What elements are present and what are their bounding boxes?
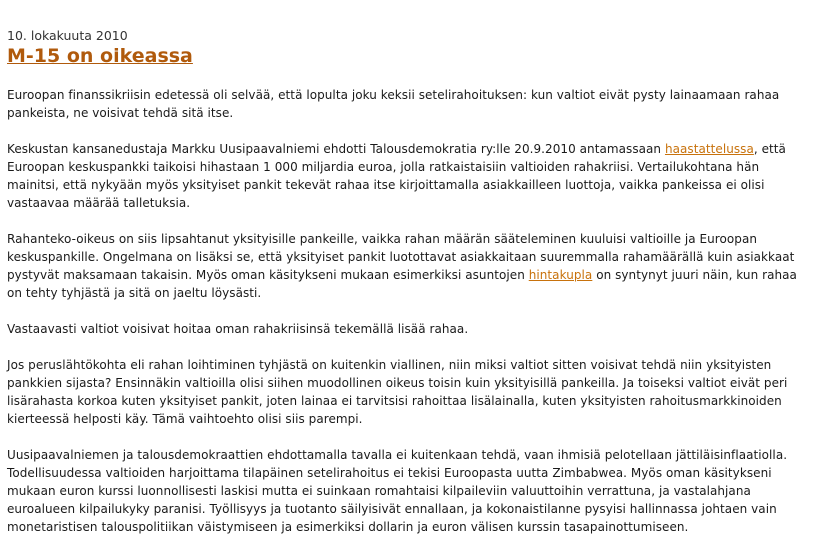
paragraph-3-text-a: Rahanteko-oikeus on siis lipsahtanut yksityisille pankeille, vaikka rahan määrän sääteleminen kuuluisi valtioille ja Euroopan keskuspankille. Ongelmana on lisäksi se, että yksityiset pankit luotottavat asiakkaitaan suuremmalla rahamäärällä kuin asiakkaat pystyvät maksamaan takaisin. Myös oman käsitykseni mukaan esimerkiksi asuntojen — [7, 232, 795, 282]
paragraph-4: Vastaavasti valtiot voisivat hoitaa oman rahakriisinsä tekemällä lisää rahaa. — [7, 322, 469, 336]
haastattelussa-link[interactable]: haastattelussa — [664, 142, 754, 156]
paragraph-3-text-b: on syntynyt juuri näin, kun rahaa on tehty tyhjästä ja sitä on jaeltu löysästi. — [7, 268, 797, 300]
post-date: 10. lokakuuta 2010 — [7, 28, 128, 43]
paragraph-1: Euroopan finanssikriisin edetessä oli selvää, että lopulta joku keksii setelirahoituksen: kun valtiot eivät pysty lainaamaan rahaa pankeista, ne voisivat tehdä sitä itse. — [7, 88, 780, 120]
post-title-link[interactable]: M-15 on oikeassa — [7, 45, 193, 67]
post-body — [7, 86, 811, 536]
paragraph-6: Uusipaavalniemen ja talousdemokraattien ehdottamalla tavalla ei kuitenkaan tehdä, vaan ihmisiä pelotellaan jättiläisinflaatiolla. Todellisuudessa valtioiden harjoittama tilapäinen setelirahoitus ei tekisi Euroopasta uutta Zimbabwea. Myös oman käsitykseni mukaan euron kurssi luonnollisesti laskisi mutta ei suinkaan romahtaisi kilpaileviin valuuttoihin verrattuna, ja vastalahjana euroalueen kilpailukyky paranisi. Työllisyys ja tuotanto säilyisivät ennallaan, ja kokonaistilanne pysyisi hallinnassa johtaen vain monetaristisen talouspolitiikan väistymiseen ja esimerkiksi dollarin ja euron välisen kurssin tasapainottumiseen. — [7, 448, 788, 534]
paragraph-2 — [7, 140, 811, 212]
paragraph-2-text-b: , että Euroopan keskuspankki taikoisi hihastaan 1 000 miljardia euroa, jolla ratkaistaisiin valtioiden rahakriisi. Vertailukohtana hän mainitsi, että nykyään myös yksityiset pankit tekevät rahaa itse kirjoittamalla asiakkailleen luottoja, vaikka pankeissa ei olisi vastaavaa määrää talletuksia. — [7, 142, 786, 210]
paragraph-3 — [7, 230, 811, 302]
paragraph-2-text-a: Keskustan kansanedustaja Markku Uusipaavalniemi ehdotti Talousdemokratia ry:lle 20.9.2010 antamassaan — [7, 142, 665, 156]
hintakupla-link[interactable]: hintakupla — [528, 268, 593, 282]
paragraph-5: Jos peruslähtökohta eli rahan loihtiminen tyhjästä on kuitenkin viallinen, niin miksi valtiot sitten voisivat tehdä niin yksityisten pankkien sijasta? Ensinnäkin valtioilla olisi siihen muodollinen oikeus toisin kuin yksityisillä pankeilla. Ja toiseksi valtiot eivät peri lisärahasta korkoa kuten yksityiset pankit, joten lainaa ei tarvitsisi rahoittaa lisälainalla, kuten yksityisten rahoitusmarkkinoiden kierteessä helposti käy. Tämä vaihtoehto olisi siis parempi. — [7, 358, 788, 426]
